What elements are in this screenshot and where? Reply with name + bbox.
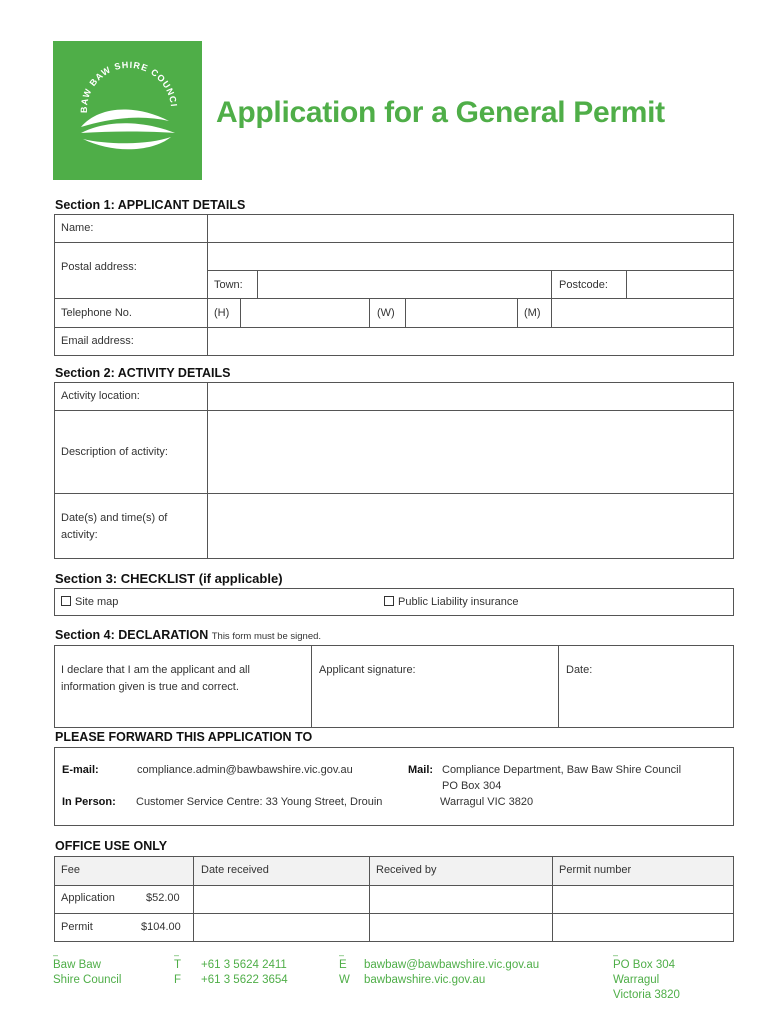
- activity-dates-label: Date(s) and time(s) of activity:: [61, 512, 168, 541]
- activity-location-field[interactable]: [208, 383, 733, 410]
- forward-box: [54, 747, 734, 826]
- signature-field[interactable]: [312, 646, 558, 727]
- phone-mobile-field[interactable]: [552, 299, 733, 327]
- email-label: Email address:: [61, 335, 134, 347]
- footer-w-letter: W: [339, 974, 350, 986]
- declaration-text: I declare that I am the applicant and all information given is true and correct.: [61, 664, 250, 693]
- footer-address: – PO Box 304 Warragul Victoria 3820: [613, 950, 680, 1001]
- section3-heading: Section 3: CHECKLIST (if applicable): [55, 571, 283, 586]
- town-label: Town:: [214, 279, 243, 291]
- footer-org-line1: Baw Baw: [53, 959, 101, 971]
- postal-address-field[interactable]: [208, 243, 733, 270]
- footer-org-line2: Shire Council: [53, 974, 122, 986]
- footer-phone-t: +61 3 5624 2411: [201, 959, 287, 971]
- footer-addr-line1: PO Box 304: [613, 959, 676, 971]
- checkbox-icon[interactable]: [384, 596, 394, 606]
- section1-heading: Section 1: APPLICANT DETAILS: [55, 198, 246, 212]
- footer-web-letters: – E W: [339, 950, 350, 986]
- footer-addr-line3: Victoria 3820: [613, 989, 680, 1001]
- footer-web: [364, 958, 539, 988]
- footer-phone-f: +61 3 5622 3654: [201, 974, 288, 986]
- office-header-date: Date received: [201, 864, 269, 876]
- page-title: Application for a General Permit: [216, 96, 665, 129]
- footer-phones: [201, 958, 288, 988]
- footer-email-link[interactable]: bawbaw@bawbawshire.vic.gov.au: [364, 959, 540, 971]
- phone-home-field[interactable]: [241, 299, 368, 327]
- name-label: Name:: [61, 222, 94, 234]
- footer-addr-line2: Warragul: [613, 974, 660, 986]
- forward-inperson-value: Customer Service Centre: 33 Young Street, Drouin: [136, 796, 383, 808]
- postal-address-label: Postal address:: [61, 261, 137, 273]
- footer-web-link[interactable]: bawbawshire.vic.gov.au: [364, 974, 486, 986]
- declaration-date-field[interactable]: [559, 646, 733, 727]
- phone-work-label: (W): [377, 307, 395, 319]
- fee-row-amount: $104.00: [141, 921, 181, 933]
- forward-inperson-label: In Person:: [62, 796, 116, 808]
- forward-email-label: E-mail:: [62, 764, 99, 776]
- svg-text:BAW BAW SHIRE COUNCIL: [53, 41, 179, 113]
- forward-mail-line3: Warragul VIC 3820: [440, 796, 534, 808]
- footer-t-letter: T: [174, 959, 182, 971]
- logo-mark-icon: [53, 41, 202, 180]
- signature-note: This form must be signed.: [211, 631, 322, 642]
- forward-mail-label: Mail:: [408, 764, 434, 776]
- site-map-checkbox[interactable]: [61, 596, 118, 608]
- insurance-checkbox[interactable]: [384, 596, 518, 608]
- signature-label: Applicant signature:: [319, 664, 416, 676]
- section4-heading: [55, 628, 321, 642]
- site-map-label: Site map: [75, 596, 119, 608]
- fee-row-label: Permit: [61, 921, 93, 933]
- office-header-fee: Fee: [61, 864, 80, 876]
- footer-phone-letters: – T F: [174, 950, 182, 986]
- footer-f-letter: F: [174, 974, 182, 986]
- activity-description-label: Description of activity:: [61, 446, 168, 458]
- phone-home-label: (H): [214, 307, 230, 319]
- forward-mail-line1: Compliance Department, Baw Baw Shire Council: [442, 764, 682, 776]
- activity-dates-field[interactable]: [208, 494, 733, 558]
- activity-description-field[interactable]: [208, 411, 733, 493]
- forward-email-value[interactable]: compliance.admin@bawbawshire.vic.gov.au: [137, 764, 353, 776]
- office-header-received: Received by: [376, 864, 437, 876]
- fee-row-label: Application: [61, 892, 115, 904]
- section4-title: Section 4: DECLARATION: [55, 628, 209, 642]
- insurance-label: Public Liability insurance: [398, 596, 519, 608]
- phone-work-field[interactable]: [406, 299, 516, 327]
- logo-text: BAW BAW SHIRE COUNCI: [78, 59, 180, 114]
- phone-mobile-label: (M): [524, 307, 541, 319]
- name-field[interactable]: [208, 215, 733, 242]
- footer-org: – Baw Baw Shire Council: [53, 950, 122, 986]
- office-heading: OFFICE USE ONLY: [55, 839, 168, 853]
- postcode-field[interactable]: [627, 271, 733, 298]
- postcode-label: Postcode:: [559, 279, 608, 291]
- forward-heading: PLEASE FORWARD THIS APPLICATION TO: [55, 730, 313, 744]
- town-field[interactable]: [258, 271, 550, 298]
- office-header-permit: Permit number: [559, 864, 632, 876]
- email-field[interactable]: [208, 328, 733, 355]
- activity-location-label: Activity location:: [61, 390, 140, 402]
- footer-e-letter: E: [339, 959, 347, 971]
- section2-heading: Section 2: ACTIVITY DETAILS: [55, 366, 231, 380]
- council-logo: [53, 41, 202, 180]
- fee-row-amount: $52.00: [146, 892, 180, 904]
- forward-mail-line2: PO Box 304: [442, 780, 502, 792]
- checkbox-icon[interactable]: [61, 596, 71, 606]
- declaration-date-label: Date:: [566, 664, 593, 676]
- telephone-label: Telephone No.: [61, 307, 132, 319]
